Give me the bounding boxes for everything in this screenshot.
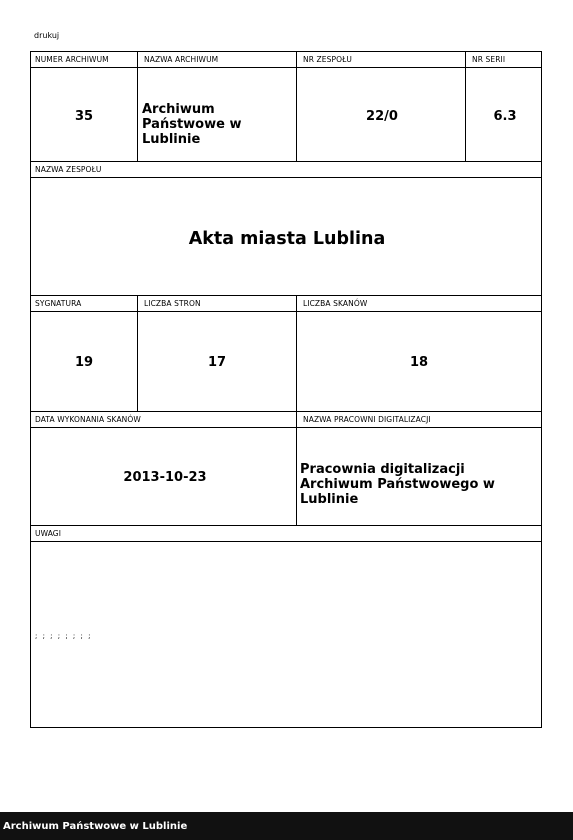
- label-page-count: LICZBA STRON: [144, 299, 201, 308]
- label-archive-number: NUMER ARCHIWUM: [35, 55, 109, 64]
- footer-archive-name: Archiwum Państwowe w Lublinie: [3, 821, 188, 832]
- label-series-number: NR SERII: [472, 55, 506, 64]
- scan-count-value: 18: [409, 355, 429, 370]
- signature-value: 19: [74, 355, 94, 370]
- archive-name-value: Archiwum Państwowe w Lublinie: [142, 102, 242, 147]
- footer-bar: [0, 812, 573, 840]
- label-scan-count: LICZBA SKANÓW: [303, 299, 368, 308]
- scan-date-value: 2013-10-23: [123, 470, 207, 485]
- label-signature: SYGNATURA: [35, 299, 82, 308]
- row2-label-strip: [31, 161, 541, 178]
- row5-label-strip: [31, 525, 541, 542]
- row4-label-strip: [31, 411, 541, 428]
- fonds-name-value: Akta miasta Lublina: [188, 229, 386, 249]
- label-archive-name: NAZWA ARCHIWUM: [144, 55, 219, 64]
- archive-number-value: 35: [74, 109, 94, 124]
- fonds-number-value: 22/0: [366, 109, 398, 124]
- label-workshop-name: NAZWA PRACOWNI DIGITALIZACJI: [303, 415, 431, 424]
- label-scan-date: DATA WYKONANIA SKANÓW: [35, 415, 141, 424]
- row3-label-strip: [31, 295, 541, 312]
- label-notes: UWAGI: [35, 529, 62, 538]
- page-count-value: 17: [207, 355, 227, 370]
- label-fonds-name: NAZWA ZESPOŁU: [35, 165, 102, 174]
- archive-record-sheet: [30, 51, 542, 728]
- label-fonds-number: NR ZESPOŁU: [303, 55, 352, 64]
- notes-value: ; ; ; ; ; ; ; ;: [35, 632, 92, 640]
- workshop-name-value: Pracownia digitalizacji Archiwum Państwowego w Lublinie: [300, 462, 495, 507]
- series-number-value: 6.3: [493, 109, 517, 124]
- print-link[interactable]: drukuj: [34, 31, 60, 40]
